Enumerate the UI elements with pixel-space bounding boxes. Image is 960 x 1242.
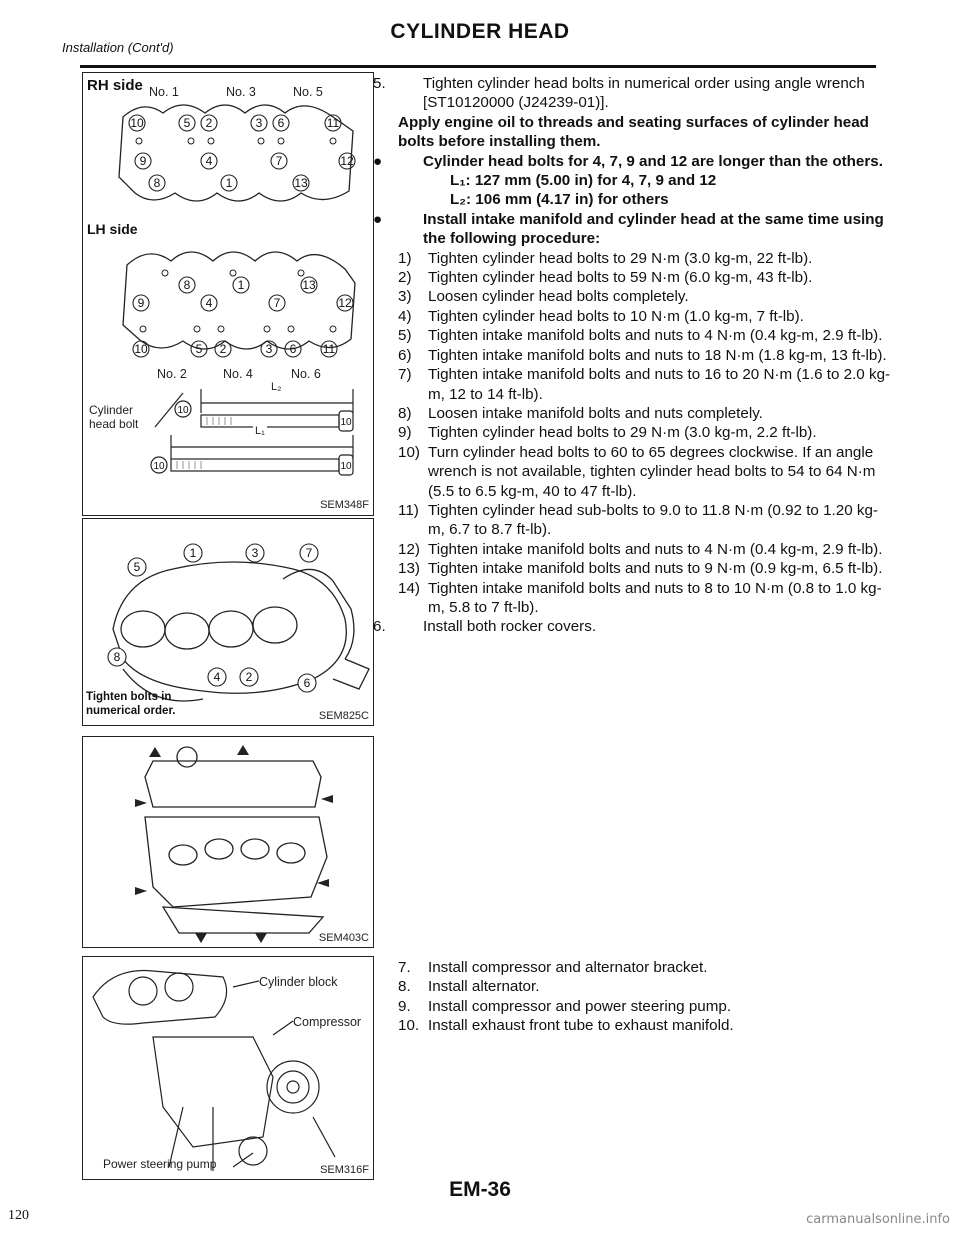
svg-text:8: 8: [113, 650, 121, 664]
substep-text: Tighten cylinder head bolts to 10 N·m (1.0 kg-m, 7 ft-lb).: [428, 307, 804, 325]
step-6: 6. Install both rocker covers.: [373, 618, 597, 636]
substep-number: 13): [398, 560, 420, 578]
watermark: carmanualsonline.info: [806, 1212, 950, 1227]
figure-compressor: [82, 956, 374, 1180]
substep-item: [398, 249, 894, 268]
svg-text:8: 8: [183, 278, 191, 292]
svg-text:9: 9: [139, 154, 147, 168]
step-number: 8.: [398, 978, 411, 996]
bolt-label-line2: head bolt: [89, 417, 139, 431]
svg-text:6: 6: [277, 116, 285, 130]
svg-text:12: 12: [338, 296, 352, 310]
svg-text:7: 7: [305, 546, 313, 560]
caption-line2: numerical order.: [86, 705, 176, 717]
substep-item: [398, 365, 894, 404]
figure-code: SEM348F: [320, 499, 369, 511]
substep-number: 8): [398, 404, 412, 422]
rocker-cover-drawing: [83, 737, 375, 949]
cyl-no5-label: No. 5: [293, 85, 323, 99]
step-text: Install compressor and power steering pump.: [428, 997, 732, 1015]
substep-number: 11): [398, 501, 419, 519]
svg-text:12: 12: [340, 154, 354, 168]
figure-code: SEM403C: [318, 932, 369, 944]
procedure-text: [373, 74, 894, 637]
substep-text: Tighten intake manifold bolts and nuts to 8 to 10 N·m (0.8 to 1.0 kg-m, 5.8 to 7 ft-lb).: [428, 579, 882, 616]
figure-bolt-order: [82, 72, 374, 516]
substep-item: [398, 423, 894, 442]
svg-text:1: 1: [189, 546, 197, 560]
bullet-install-together: ● Install intake manifold and cylinder head at the same time using the following procedure:: [373, 210, 884, 248]
svg-text:3: 3: [251, 546, 259, 560]
substep-number: 5): [398, 327, 412, 345]
substep-number: 2): [398, 269, 412, 287]
step-text: Install alternator.: [428, 978, 540, 996]
svg-text:5: 5: [195, 342, 203, 356]
svg-text:10: 10: [130, 116, 144, 130]
figure-code: SEM825C: [318, 710, 369, 722]
substep-number: 14): [398, 579, 420, 597]
svg-text:5: 5: [133, 560, 141, 574]
svg-text:1: 1: [237, 278, 245, 292]
cyl-no2-label: No. 2: [157, 367, 187, 381]
svg-text:10: 10: [177, 405, 189, 416]
step-number: 10.: [398, 1017, 420, 1035]
substep-number: 7): [398, 366, 412, 384]
svg-text:11: 11: [322, 342, 336, 356]
later-step-item: [398, 958, 894, 977]
substep-item: [398, 579, 894, 618]
svg-text:10: 10: [340, 461, 352, 472]
svg-text:4: 4: [205, 154, 213, 168]
step-number: 9.: [398, 997, 411, 1015]
substep-number: 3): [398, 288, 412, 306]
substep-item: [398, 540, 894, 559]
later-step-item: [398, 1016, 894, 1035]
svg-text:11: 11: [326, 116, 340, 130]
l1-dimension: L₁: [255, 425, 265, 437]
substep-item: [398, 443, 894, 501]
svg-text:10: 10: [153, 461, 165, 472]
page-number: 120: [8, 1208, 29, 1223]
substep-number: 4): [398, 307, 412, 325]
svg-text:9: 9: [137, 296, 145, 310]
substep-item: [398, 501, 894, 540]
substep-item: [398, 404, 894, 423]
cyl-no1-label: No. 1: [149, 85, 179, 99]
substep-text: Tighten intake manifold bolts and nuts to 4 N·m (0.4 kg-m, 2.9 ft-lb).: [428, 327, 883, 345]
cyl-no4-label: No. 4: [223, 367, 253, 381]
section-subtitle: Installation (Cont'd): [62, 40, 174, 55]
svg-text:3: 3: [265, 342, 273, 356]
substep-text: Tighten intake manifold bolts and nuts to 9 N·m (0.9 kg-m, 6.5 ft-lb).: [428, 560, 883, 578]
step-text: Install compressor and alternator bracket.: [428, 959, 708, 976]
figure-rocker-cover: [82, 736, 374, 948]
compressor-drawing: [83, 957, 375, 1181]
substep-number: 6): [398, 346, 412, 364]
l2-dimension: L₂: [271, 381, 282, 393]
svg-text:2: 2: [219, 342, 227, 356]
svg-text:8: 8: [153, 176, 161, 190]
substep-item: [398, 307, 894, 326]
later-step-item: [398, 997, 894, 1016]
substep-number: 9): [398, 424, 412, 442]
svg-text:2: 2: [205, 116, 213, 130]
cyl-no6-label: No. 6: [291, 367, 321, 381]
step-text: Install exhaust front tube to exhaust manifold.: [428, 1017, 734, 1035]
page-title: CYLINDER HEAD: [390, 20, 570, 43]
svg-text:10: 10: [340, 417, 352, 428]
cylinder-block-label: Cylinder block: [259, 975, 338, 989]
figure-intake-manifold: [82, 518, 374, 726]
substep-text: Tighten intake manifold bolts and nuts to 4 N·m (0.4 kg-m, 2.9 ft-lb).: [428, 540, 883, 558]
step-number: 7.: [398, 959, 411, 976]
svg-text:13: 13: [302, 278, 316, 292]
substep-number: 12): [398, 540, 420, 558]
substep-item: [398, 287, 894, 306]
substep-text: Tighten cylinder head sub-bolts to 9.0 to 11.8 N·m (0.92 to 1.20 kg-m, 6.7 to 8.7 ft-lb).: [428, 501, 878, 539]
substep-text: Tighten intake manifold bolts and nuts to 18 N·m (1.8 kg-m, 13 ft-lb).: [428, 346, 887, 364]
cylinder-head-drawing: [83, 73, 375, 517]
apply-oil-note: Apply engine oil to threads and seating surfaces of cylinder head bolts before installing them.: [398, 113, 869, 151]
substep-number: 1): [398, 249, 412, 267]
caption-line1: Tighten bolts in: [86, 691, 172, 703]
svg-text:4: 4: [213, 670, 221, 684]
l1-spec: L₁: 127 mm (5.00 in) for 4, 7, 9 and 12: [450, 172, 717, 190]
bolt-label-line1: Cylinder: [89, 403, 134, 417]
substep-text: Tighten cylinder head bolts to 29 N·m (3.0 kg-m, 22 ft-lb).: [428, 249, 813, 267]
substep-text: Tighten cylinder head bolts to 29 N·m (3.0 kg-m, 2.2 ft-lb).: [428, 424, 817, 442]
substep-text: Tighten cylinder head bolts to 59 N·m (6.0 kg-m, 43 ft-lb).: [428, 269, 813, 287]
later-steps-list: [398, 958, 894, 1036]
substep-number: 10): [398, 443, 420, 461]
step-5: 5. Tighten cylinder head bolts in numerical order using angle wrench [ST10120000 (J24239-01)].: [373, 75, 865, 112]
svg-text:6: 6: [289, 342, 297, 356]
svg-text:2: 2: [245, 670, 253, 684]
substep-item: [398, 346, 894, 365]
header-rule: [80, 65, 876, 68]
later-step-item: [398, 977, 894, 996]
svg-text:7: 7: [275, 154, 283, 168]
svg-text:6: 6: [303, 676, 311, 690]
svg-text:13: 13: [294, 176, 308, 190]
substep-item: [398, 268, 894, 287]
compressor-label: Compressor: [293, 1015, 362, 1029]
svg-text:1: 1: [225, 176, 233, 190]
page-code: EM-36: [449, 1178, 511, 1201]
bullet-longer-bolts: ● Cylinder head bolts for 4, 7, 9 and 12 are longer than the others.: [373, 152, 883, 170]
substep-text: Loosen cylinder head bolts completely.: [428, 288, 689, 306]
substep-text: Turn cylinder head bolts to 60 to 65 degrees clockwise. If an angle wrench is not available, tighten cylinder head bolts to 54 to 64 N·m (5.5 to 6.5 kg-m, 40 to 47 ft-lb).: [428, 443, 876, 500]
substep-item: [398, 559, 894, 578]
substep-text: Tighten intake manifold bolts and nuts to 16 to 20 N·m (1.6 to 2.0 kg-m, 12 to 14 ft-lb).: [428, 366, 891, 403]
cyl-no3-label: No. 3: [226, 85, 256, 99]
svg-text:5: 5: [183, 116, 191, 130]
substep-text: Loosen intake manifold bolts and nuts completely.: [428, 404, 763, 422]
rh-side-label: RH side: [87, 77, 143, 94]
lh-side-label: LH side: [87, 221, 138, 237]
power-steering-pump-label: Power steering pump: [103, 1157, 217, 1171]
l2-spec: L₂: 106 mm (4.17 in) for others: [450, 191, 669, 209]
svg-text:3: 3: [255, 116, 263, 130]
substep-item: [398, 326, 894, 345]
svg-text:10: 10: [134, 342, 148, 356]
svg-text:7: 7: [273, 296, 281, 310]
svg-text:4: 4: [205, 296, 213, 310]
figure-code: SEM316F: [320, 1164, 369, 1176]
substep-list: [398, 249, 894, 618]
